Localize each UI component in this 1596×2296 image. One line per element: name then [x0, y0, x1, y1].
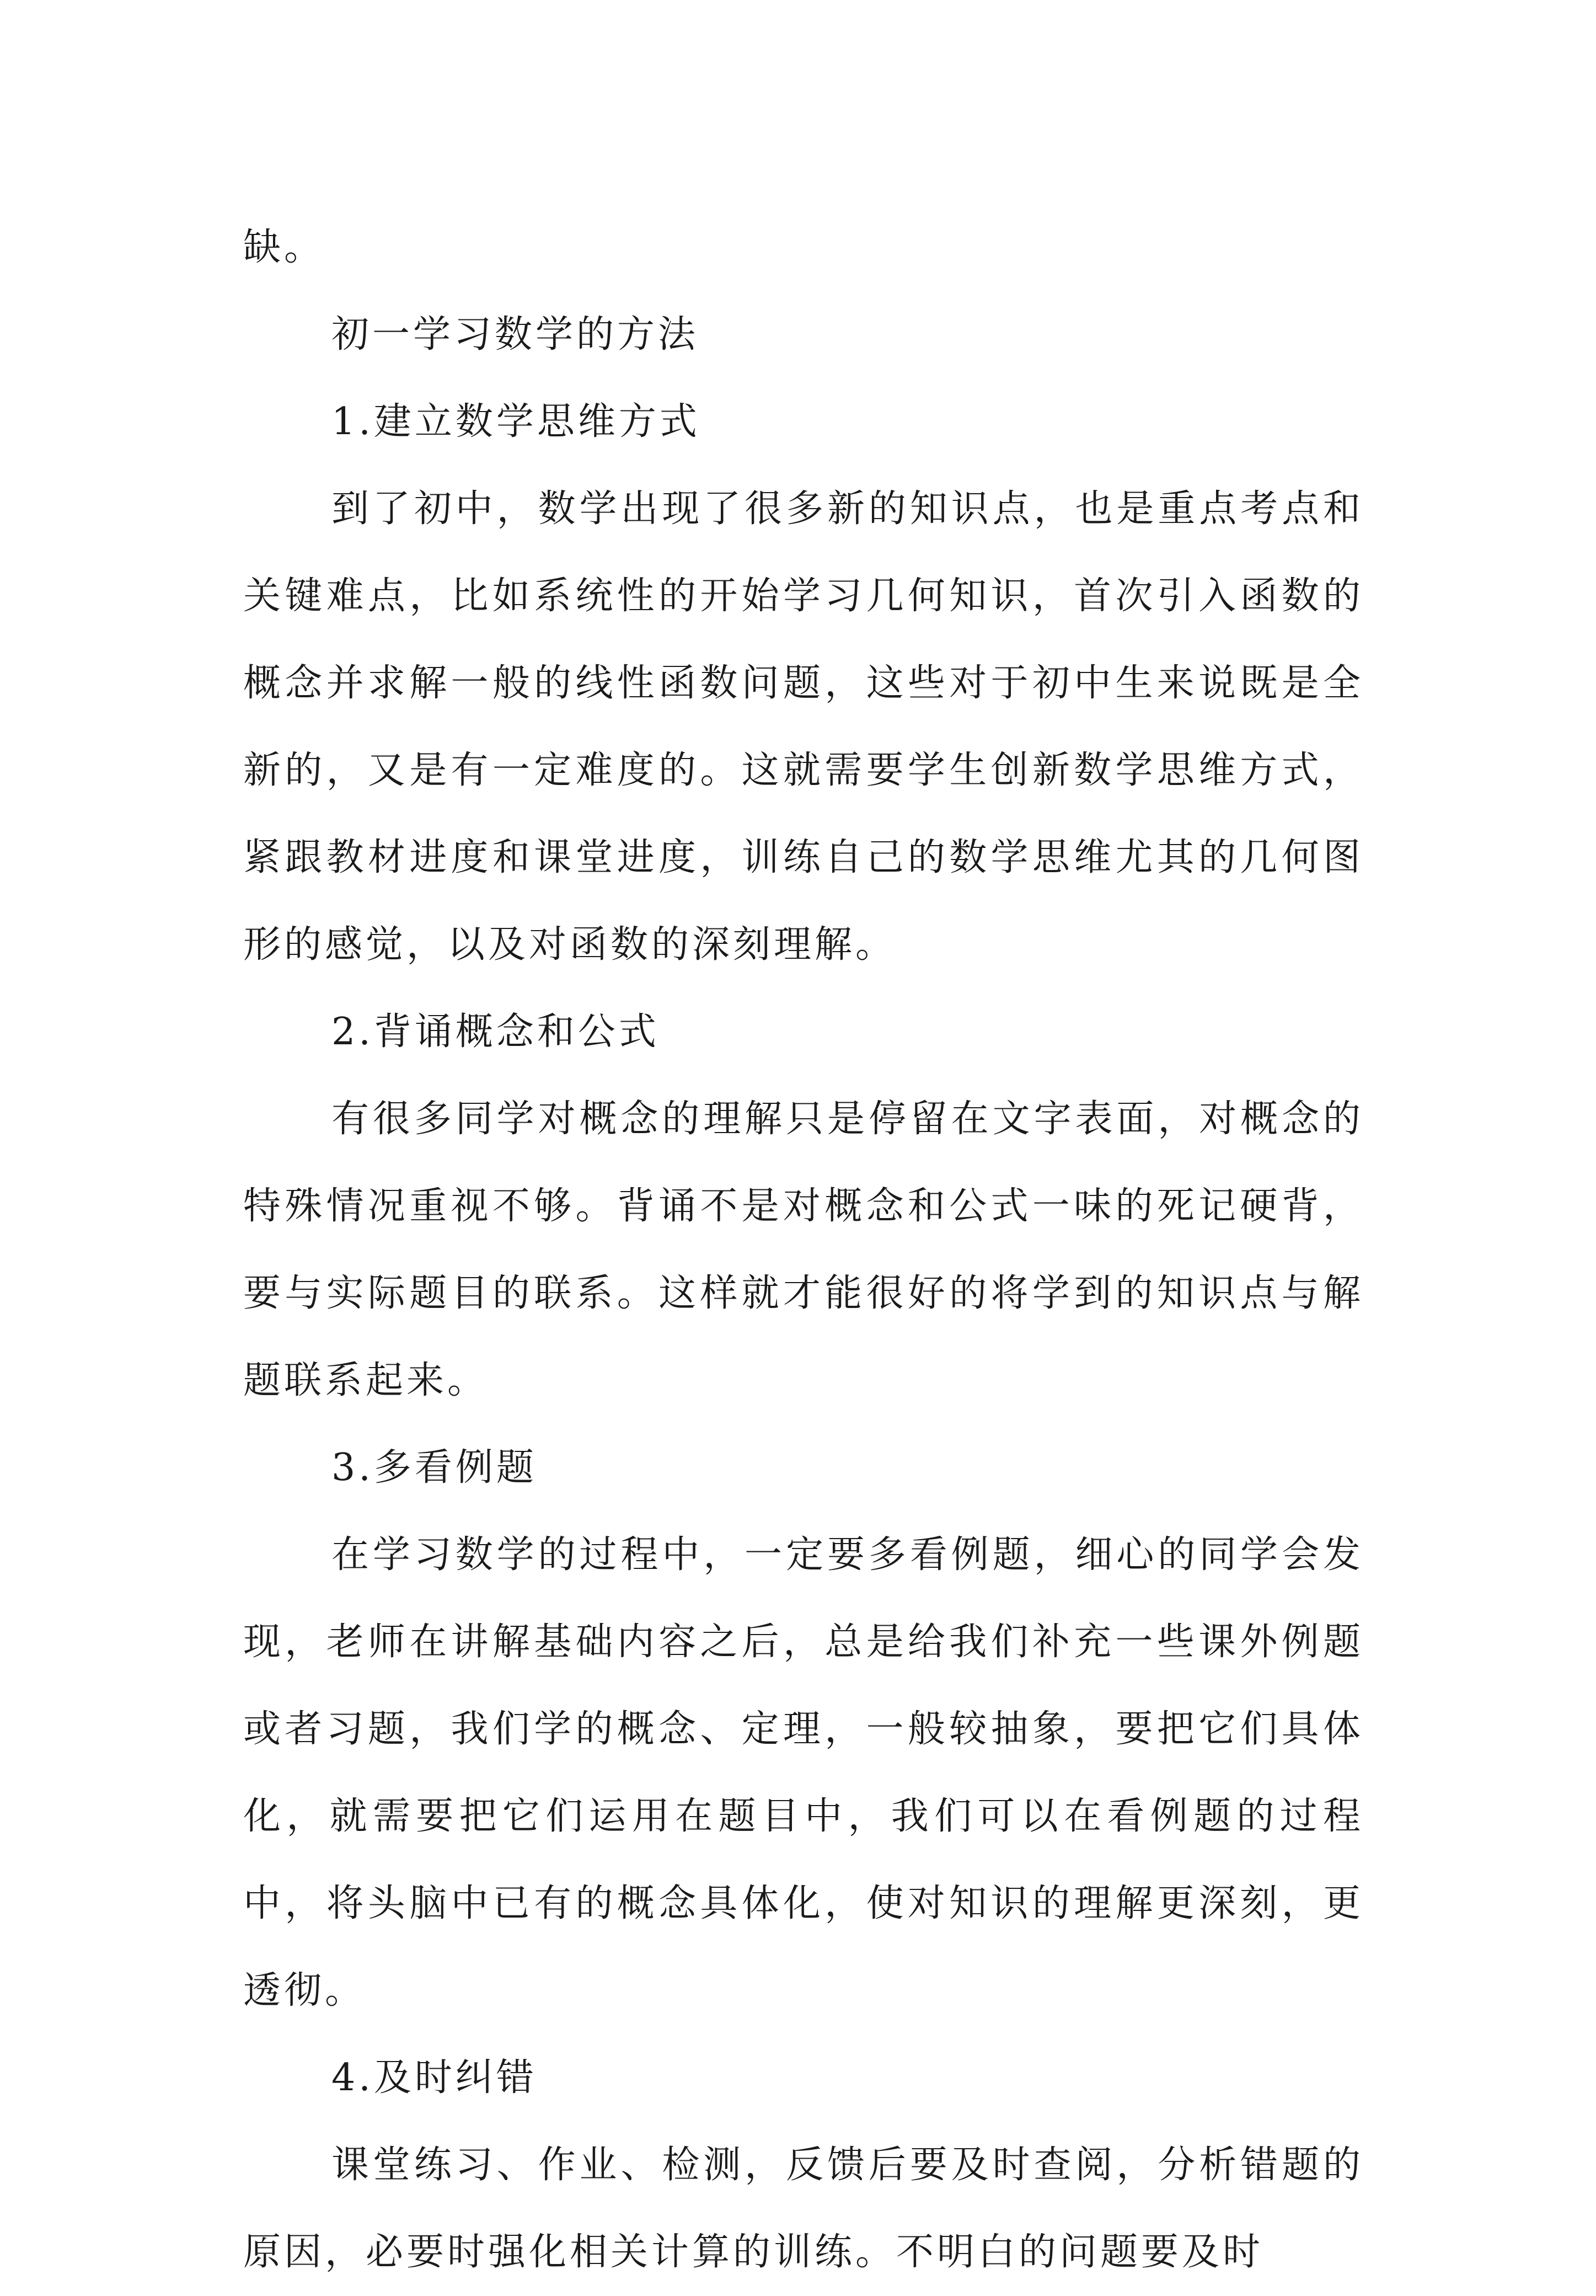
- paragraph-4: 课堂练习、作业、检测，反馈后要及时查阅，分析错题的原因，必要时强化相关计算的训练。不明白的问题要及时: [243, 2143, 1364, 2274]
- subheading-1: 1.建立数学思维方式: [331, 400, 700, 444]
- subheading-4: 4.及时纠错: [331, 2056, 537, 2100]
- document-body: [243, 204, 1364, 2296]
- paragraph-3: 在学习数学的过程中，一定要多看例题，细心的同学会发现，老师在讲解基础内容之后，总是给我们补充一些课外例题或者习题，我们学的概念、定理，一般较抽象，要把它们具体化，就需要把它们运用在题目中，我们可以在看例题的过程中，将头脑中已有的概念具体化，使对知识的理解更深刻，更透彻。: [243, 1533, 1364, 2012]
- section-heading: 初一学习数学的方法: [331, 313, 699, 356]
- subheading-3: 3.多看例题: [331, 1446, 537, 1489]
- paragraph-2: 有很多同学对概念的理解只是停留在文字表面，对概念的特殊情况重视不够。背诵不是对概念和公式一味的死记硬背，要与实际题目的联系。这样就才能很好的将学到的知识点与解题联系起来。: [243, 1097, 1364, 1402]
- subheading-2: 2.背诵概念和公式: [331, 1010, 660, 1054]
- paragraph-1: 到了初中，数学出现了很多新的知识点，也是重点考点和关键难点，比如系统性的开始学习几何知识，首次引入函数的概念并求解一般的线性函数问题，这些对于初中生来说既是全新的，又是有一定难度的。这就需要学生创新数学思维方式，紧跟教材进度和课堂进度，训练自己的数学思维尤其的几何图形的感觉，以及对函数的深刻理解。: [243, 487, 1364, 967]
- paragraph-continuation: 缺。: [243, 226, 325, 269]
